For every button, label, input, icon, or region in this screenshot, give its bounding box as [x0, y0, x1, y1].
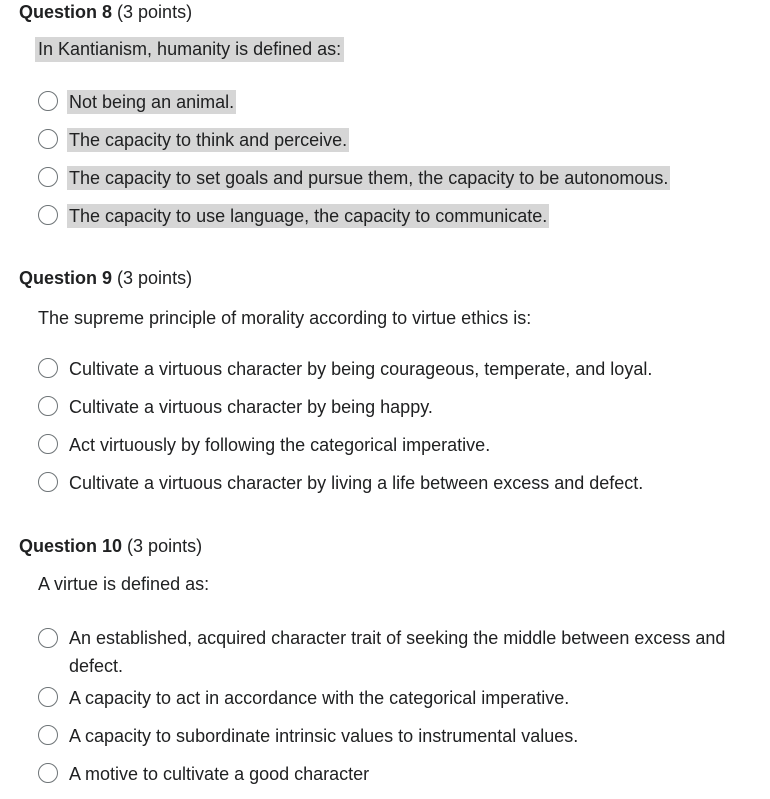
radio-button[interactable]	[38, 91, 58, 111]
option-label[interactable]: A capacity to subordinate intrinsic values to instrumental values.	[69, 726, 579, 746]
question-points: (3 points)	[117, 268, 193, 288]
radio-button[interactable]	[38, 434, 58, 454]
q8-option-4[interactable]	[38, 204, 549, 228]
radio-button[interactable]	[38, 358, 58, 378]
question-points: (3 points)	[127, 536, 203, 556]
option-label[interactable]: Cultivate a virtuous character by being happy.	[69, 397, 433, 417]
question-number: Question 10	[19, 536, 123, 556]
option-label[interactable]: The capacity to think and perceive.	[69, 130, 348, 150]
q9-option-3[interactable]	[38, 433, 492, 457]
option-label[interactable]: A capacity to act in accordance with the categorical imperative.	[69, 688, 570, 708]
q9-option-1[interactable]	[38, 357, 654, 381]
question-8-text: In Kantianism, humanity is defined as:	[35, 37, 344, 62]
q10-option-2[interactable]	[38, 686, 571, 710]
option-label[interactable]: The capacity to use language, the capacity to communicate.	[69, 206, 548, 226]
option-label[interactable]: An established, acquired character trait of seeking the middle between excess and defect.	[69, 628, 726, 676]
question-9-title	[19, 268, 192, 289]
option-label[interactable]: Act virtuously by following the categorical imperative.	[69, 435, 491, 455]
option-label[interactable]: Not being an animal.	[69, 92, 235, 112]
radio-button[interactable]	[38, 205, 58, 225]
q8-option-1[interactable]	[38, 90, 236, 114]
radio-button[interactable]	[38, 167, 58, 187]
radio-button[interactable]	[38, 687, 58, 707]
question-number: Question 9	[19, 268, 113, 288]
q10-option-3[interactable]	[38, 724, 580, 748]
radio-button[interactable]	[38, 472, 58, 492]
question-10-text: A virtue is defined as:	[38, 574, 210, 594]
option-label[interactable]: Cultivate a virtuous character by living a life between excess and defect.	[69, 473, 644, 493]
question-number: Question 8	[19, 2, 113, 22]
option-label[interactable]: A motive to cultivate a good character	[69, 764, 370, 784]
q9-option-2[interactable]	[38, 395, 435, 419]
question-points: (3 points)	[117, 2, 193, 22]
radio-button[interactable]	[38, 763, 58, 783]
question-8-title	[19, 2, 192, 23]
question-9-text: The supreme principle of morality according to virtue ethics is:	[38, 308, 532, 328]
option-label[interactable]: The capacity to set goals and pursue them, the capacity to be autonomous.	[69, 168, 669, 188]
radio-button[interactable]	[38, 129, 58, 149]
radio-button[interactable]	[38, 396, 58, 416]
q10-option-4[interactable]	[38, 762, 371, 786]
q8-option-2[interactable]	[38, 128, 349, 152]
radio-button[interactable]	[38, 628, 58, 648]
q10-option-1[interactable]	[38, 627, 751, 680]
q9-option-4[interactable]	[38, 471, 645, 495]
radio-button[interactable]	[38, 725, 58, 745]
q8-option-3[interactable]	[38, 166, 670, 190]
option-label[interactable]: Cultivate a virtuous character by being courageous, temperate, and loyal.	[69, 359, 653, 379]
question-10-title	[19, 536, 202, 557]
